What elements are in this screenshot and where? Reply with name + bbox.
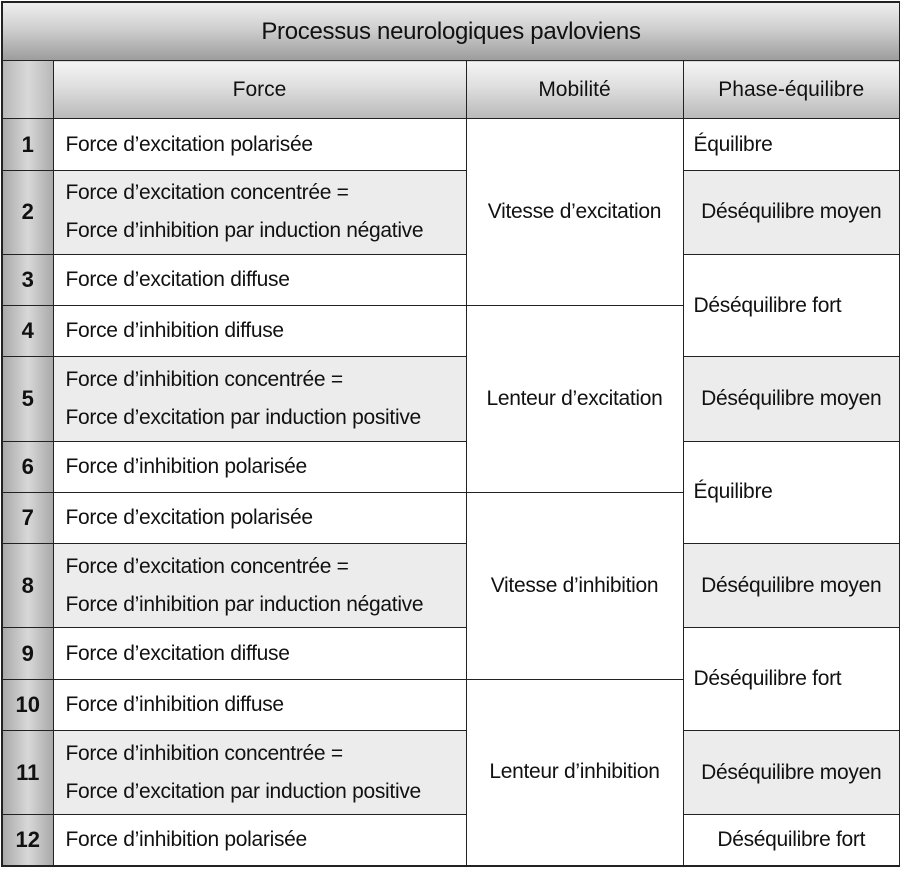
- title-row: [2, 2, 900, 61]
- force-text: Force d’inhibition par induction négative: [65, 219, 424, 243]
- row-number: 5: [2, 357, 53, 441]
- row-number: 12: [2, 815, 53, 866]
- phase-cell: Équilibre: [683, 441, 900, 543]
- force-cell: [53, 730, 466, 814]
- force-cell: [53, 255, 466, 306]
- table-row: [2, 357, 900, 441]
- phase-cell: Déséquilibre moyen: [683, 170, 900, 254]
- force-text: Force d’inhibition par induction négative: [65, 592, 424, 616]
- row-number: 11: [2, 730, 53, 814]
- row-number: 7: [2, 492, 53, 543]
- phase-cell: Déséquilibre moyen: [683, 544, 900, 628]
- row-number: 4: [2, 306, 53, 357]
- force-text: Force d’inhibition diffuse: [65, 319, 284, 343]
- force-cell: [53, 628, 466, 679]
- force-text: Force d’excitation concentrée =: [65, 554, 349, 578]
- table-title: Processus neurologiques pavloviens: [2, 2, 900, 61]
- header-phase: Phase-équilibre: [683, 61, 900, 119]
- row-number: 6: [2, 441, 53, 492]
- force-cell: [53, 441, 466, 492]
- force-cell: [53, 170, 466, 254]
- phase-cell: Déséquilibre moyen: [683, 730, 900, 814]
- header-mobilite: Mobilité: [466, 61, 683, 119]
- table-row: [2, 441, 900, 492]
- row-number: 2: [2, 170, 53, 254]
- force-cell: [53, 815, 466, 866]
- force-text: Force d’excitation diffuse: [65, 641, 290, 665]
- force-cell: [53, 306, 466, 357]
- table-row: [2, 730, 900, 814]
- header-row: [2, 61, 900, 119]
- force-cell: [53, 544, 466, 628]
- table-row: [2, 255, 900, 306]
- phase-cell: Équilibre: [683, 119, 900, 170]
- force-cell: [53, 492, 466, 543]
- phase-cell: Déséquilibre fort: [683, 815, 900, 866]
- mobilite-cell: Vitesse d’inhibition: [466, 492, 683, 679]
- row-number: 9: [2, 628, 53, 679]
- row-number: 3: [2, 255, 53, 306]
- row-number: 1: [2, 119, 53, 170]
- force-cell: [53, 119, 466, 170]
- pavlov-table: [1, 1, 900, 867]
- force-text: Force d’inhibition concentrée =: [65, 368, 343, 392]
- header-force: Force: [53, 61, 466, 119]
- row-number: 10: [2, 679, 53, 730]
- force-text: Force d’inhibition concentrée =: [65, 741, 343, 765]
- table-row: [2, 628, 900, 679]
- force-text: Force d’inhibition diffuse: [65, 692, 284, 716]
- force-text: Force d’excitation par induction positive: [65, 779, 421, 803]
- table-row: [2, 170, 900, 254]
- mobilite-cell: Lenteur d’inhibition: [466, 679, 683, 866]
- phase-cell: Déséquilibre moyen: [683, 357, 900, 441]
- force-text: Force d’excitation concentrée =: [65, 181, 349, 205]
- mobilite-cell: Lenteur d’excitation: [466, 306, 683, 493]
- table-row: [2, 815, 900, 866]
- mobilite-cell: Vitesse d’excitation: [466, 119, 683, 306]
- force-text: Force d’excitation polarisée: [65, 132, 313, 156]
- phase-cell: Déséquilibre fort: [683, 255, 900, 357]
- force-text: Force d’inhibition polarisée: [65, 454, 307, 478]
- force-text: Force d’excitation par induction positive: [65, 406, 421, 430]
- table-row: [2, 544, 900, 628]
- force-text: Force d’inhibition polarisée: [65, 828, 307, 852]
- row-number: 8: [2, 544, 53, 628]
- header-corner: [2, 61, 53, 119]
- table-row: [2, 119, 900, 170]
- phase-cell: Déséquilibre fort: [683, 628, 900, 730]
- force-cell: [53, 679, 466, 730]
- force-text: Force d’excitation polarisée: [65, 506, 313, 530]
- force-text: Force d’excitation diffuse: [65, 268, 290, 292]
- force-cell: [53, 357, 466, 441]
